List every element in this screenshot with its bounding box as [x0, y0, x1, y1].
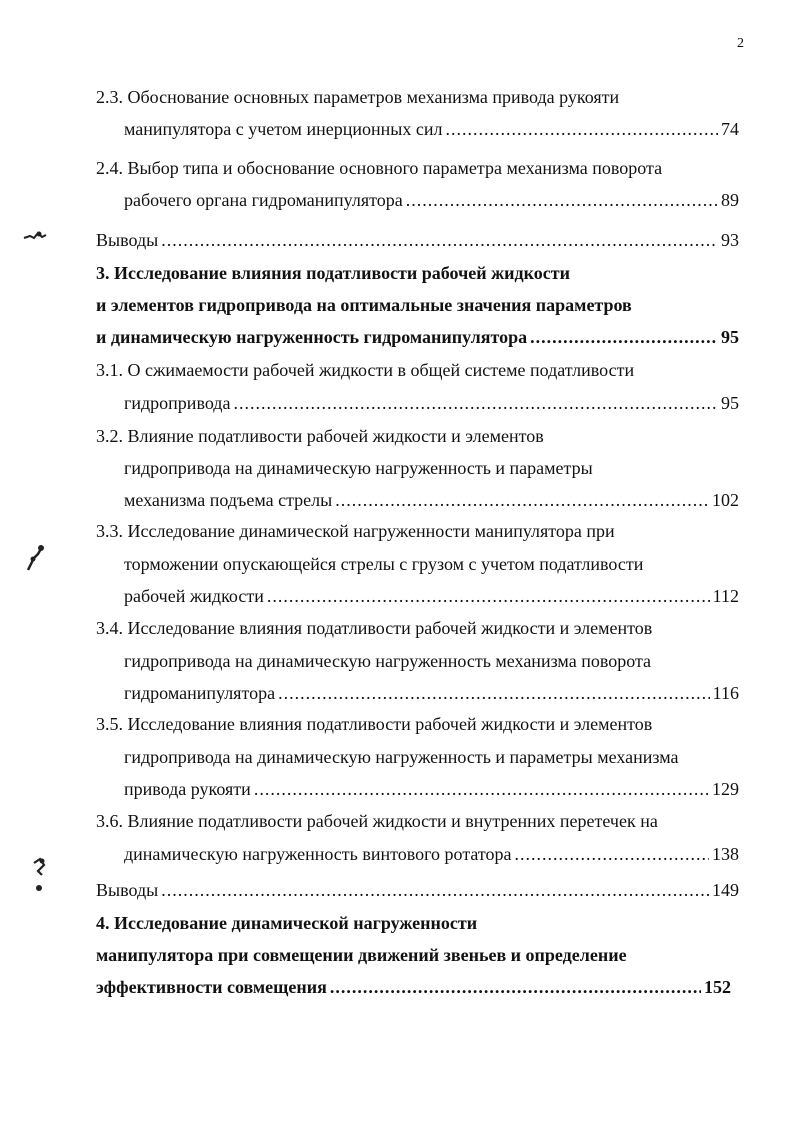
toc-3-5-line3: привода рукояти: [124, 779, 251, 799]
toc-ch4-entry[interactable]: [96, 972, 731, 1002]
toc-3-2-line3: механизма подъема стрелы: [124, 490, 333, 510]
toc-ch3-line1: 3. Исследование влияния податливости рабочей жидкости: [96, 263, 570, 283]
dot-leader: [445, 114, 718, 144]
toc-3-5-line1: 3.5. Исследование влияния податливости рабочей жидкости и элементов: [96, 714, 653, 734]
toc-3-5-line2: гидропривода на динамическую нагруженность и параметры механизма: [124, 747, 679, 767]
toc-3-3-line2: торможении опускающейся стрелы с грузом с учетом податливости: [124, 554, 644, 574]
toc-3-1-entry[interactable]: [124, 388, 739, 418]
toc-3-6-line2: динамическую нагруженность винтового ротатора: [124, 844, 512, 864]
toc-3-5-page: 129: [712, 779, 739, 799]
toc-ch4-line3: эффективности совмещения: [96, 977, 327, 997]
toc-ch4-page: 152: [704, 977, 731, 997]
dot-leader: [267, 581, 710, 611]
scan-speck-2: [24, 544, 48, 572]
toc-3-1-line1: 3.1. О сжимаемости рабочей жидкости в общей системе податливости: [96, 360, 635, 380]
toc-3-6-entry[interactable]: [124, 839, 739, 869]
dot-leader: [254, 774, 709, 804]
toc-3-3-line1: 3.3. Исследование динамической нагруженности манипулятора при: [96, 521, 615, 541]
toc-3-4-line1: 3.4. Исследование влияния податливости рабочей жидкости и элементов: [96, 618, 653, 638]
toc-conclusions-3-entry[interactable]: [96, 875, 739, 905]
toc-3-2-line2: гидропривода на динамическую нагруженность и параметры: [124, 458, 593, 478]
toc-2-4-page: 89: [721, 190, 739, 210]
toc-conclusions-2-entry[interactable]: [96, 225, 739, 255]
toc-conclusions-3-text: Выводы: [96, 880, 159, 900]
toc-3-5-entry[interactable]: [124, 774, 739, 804]
toc-2-3-entry[interactable]: [124, 114, 739, 144]
toc-ch3-line3: и динамическую нагруженность гидроманипулятора: [96, 327, 528, 347]
toc-ch3-page: 95: [721, 327, 739, 347]
toc-3-2-entry[interactable]: [124, 485, 739, 515]
toc-conclusions-2-page: 93: [721, 230, 739, 250]
dot-leader: [161, 875, 709, 905]
dot-leader: [330, 972, 701, 1002]
toc-ch3-entry[interactable]: [96, 322, 739, 352]
toc-3-6-page: 138: [712, 844, 739, 864]
dot-leader: [515, 839, 709, 869]
page-number: 2: [737, 36, 744, 51]
toc-ch4-line2: манипулятора при совмещении движений звеньев и определение: [96, 945, 627, 965]
toc-3-3-page: 112: [712, 586, 739, 606]
toc-conclusions-3-page: 149: [712, 880, 739, 900]
scan-speck-1: [22, 228, 48, 244]
dot-leader: [406, 185, 718, 215]
toc-ch3-line2: и элементов гидропривода на оптимальные значения параметров: [96, 295, 632, 315]
toc-2-3-page: 74: [721, 119, 739, 139]
toc-3-4-entry[interactable]: [124, 678, 739, 708]
toc-3-3-line3: рабочей жидкости: [124, 586, 264, 606]
toc-2-4-line1: 2.4. Выбор типа и обоснование основного параметра механизма поворота: [96, 158, 663, 178]
scan-speck-3: [30, 855, 52, 895]
dot-leader: [278, 678, 710, 708]
toc-3-2-page: 102: [712, 490, 739, 510]
toc-3-1-line2: гидропривода: [124, 393, 231, 413]
dot-leader: [530, 322, 718, 352]
toc-2-3-line2: манипулятора с учетом инерционных сил: [124, 119, 443, 139]
toc-3-6-line1: 3.6. Влияние податливости рабочей жидкости и внутренних перетечек на: [96, 811, 658, 831]
toc-3-2-line1: 3.2. Влияние податливости рабочей жидкости и элементов: [96, 426, 544, 446]
toc-ch4-line1: 4. Исследование динамической нагруженности: [96, 913, 478, 933]
dot-leader: [161, 225, 718, 255]
toc-3-3-entry[interactable]: [124, 581, 739, 611]
toc-2-4-line2: рабочего органа гидроманипулятора: [124, 190, 403, 210]
dot-leader: [335, 485, 709, 515]
toc-2-4-entry[interactable]: [124, 185, 739, 215]
toc-3-4-line2: гидропривода на динамическую нагруженность механизма поворота: [124, 651, 652, 671]
toc-2-3-line1: 2.3. Обоснование основных параметров механизма привода рукояти: [96, 87, 620, 107]
toc-3-1-page: 95: [721, 393, 739, 413]
toc-3-4-line3: гидроманипулятора: [124, 683, 276, 703]
toc-conclusions-2-text: Выводы: [96, 230, 159, 250]
dot-leader: [233, 388, 718, 418]
toc-3-4-page: 116: [712, 683, 739, 703]
